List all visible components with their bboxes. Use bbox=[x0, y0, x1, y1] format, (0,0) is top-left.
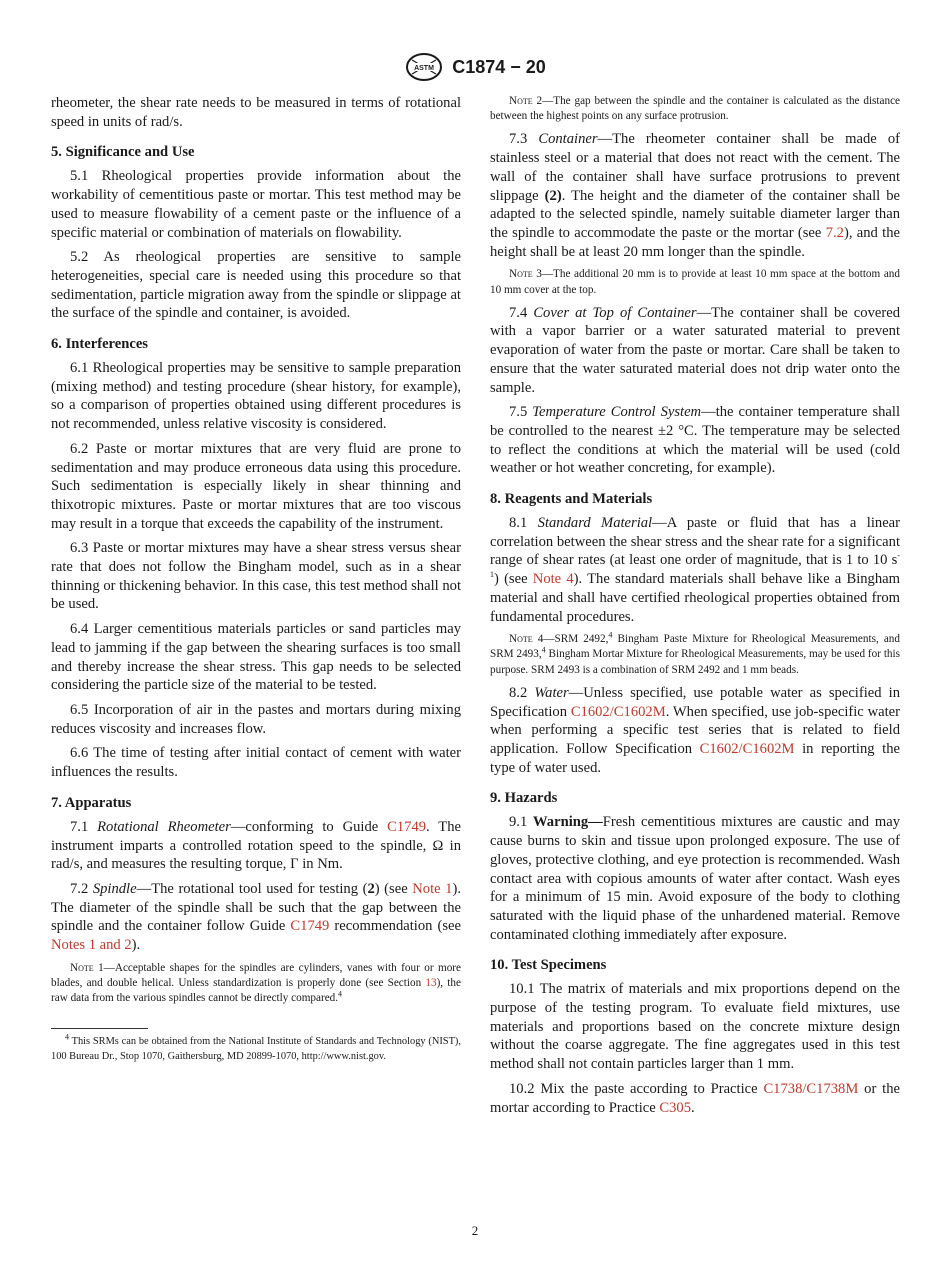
link-c1602[interactable]: C1602/C1602M bbox=[570, 703, 666, 720]
footnote-4: $^4$ This SRMs can be obtained from the National Institute of Standards and Technology (NIST), 100 Bureau Dr., Stop 1070, Gaithersburg, MD 20899-1070, http://www.nist.gov. bbox=[51, 1032, 461, 1062]
svg-text:ASTM: ASTM bbox=[414, 65, 435, 72]
paragraph-7-3: 7.3 Container—The rheometer container shall be made of stainless steel or a material that does not react with the cement. The wall of the container shall have surface protrusions to prevent slippage (2). The height and the diameter of the container shall be adapted to the selected spindle, namely suitable diameter larger than the spindle to accommodate the paste or the mortar (see 7.2), and the height shall be at least 20 mm longer than the spindle. bbox=[490, 131, 901, 260]
paragraph-5-1: 5.1 Rheological properties provide information about the workability of cementitious paste or mortar. This test method may be used to measure flowability of a cement paste or the influence of a specific material or combination of materials on flowability. bbox=[51, 168, 461, 241]
right-column bbox=[490, 94, 900, 1123]
paragraph-5-2: 5.2 As rheological properties are sensitive to sample heterogeneities, special care is needed using this procedure so that sedimentation, particle migration away from the spindle or slippage at the surface of the spindle and container, is avoided. bbox=[51, 249, 461, 322]
paragraph-6-6: 6.6 The time of testing after initial contact of cement with water influences the results. bbox=[51, 745, 461, 781]
left-column bbox=[51, 94, 461, 1064]
paragraph-6-5: 6.5 Incorporation of air in the pastes and mortars during mixing reduces viscosity and increases flow. bbox=[51, 701, 461, 737]
link-notes-1-2[interactable]: Notes 1 and 2 bbox=[51, 937, 132, 954]
section-7-heading: 7. Apparatus bbox=[51, 794, 132, 811]
page-number: 2 bbox=[471, 1223, 479, 1238]
paragraph-9-1: 9.1 Warning—Fresh cementitious mixtures are caustic and may cause burns to skin and tissue upon prolonged exposure. The use of gloves, protective clothing, and eye protection is recommended. Wash contact area with copious amounts of water after contact. Wash eyes for a minimum of 15 min. Avoid exposure of the body to clothing saturated with the liquid phase of the unhardened material. Remove contaminated clothing immediately after exposure. bbox=[490, 814, 900, 943]
paragraph-7-4: 7.4 Cover at Top of Container—The container shall be covered with a vapor barrier or a water saturated material to prevent evaporation of water from the paste or mortar. Care shall be taken to ensure that the water saturated material does not drip water onto the sample. bbox=[490, 304, 900, 396]
link-c1749[interactable]: C1749 bbox=[290, 918, 330, 935]
paragraph-7-5: 7.5 Temperature Control System—the container temperature shall be controlled to the nearest ±2 °C. The temperature may be selected to reflect the conditions at which the material will be used (cold weather or hot weather concreting, for example). bbox=[490, 404, 901, 477]
paragraph-6-2: 6.2 Paste or mortar mixtures that are very fluid are prone to sedimentation and may produce erroneous data using this procedure. Such sedimentation is especially likely in shear thinning and thixotropic mixtures. Paste or mortar mixtures that are too viscous may result in a torque that exceeds the capability of the instrument. bbox=[51, 440, 461, 532]
note-1: Note 1—Acceptable shapes for the spindles are cylinders, vanes with four or more blades, and double helical. Unless standardization is properly done (see Section 13), the raw data from the various spindles cannot be directly compared.$^4$ bbox=[51, 961, 461, 1005]
link-note-1[interactable]: Note 1 bbox=[412, 880, 453, 897]
paragraph-7-2: 7.2 Spindle—The rotational tool used for testing (2) (see Note 1). The diameter of the spindle shall be such that the gap between the spindle and the container follow Guide C1749 recommendation (see Notes 1 and 2). bbox=[51, 880, 462, 954]
reference-2[interactable]: 2 bbox=[367, 880, 375, 897]
document-designation: C1874 − 20 bbox=[452, 56, 546, 77]
section-9-heading: 9. Hazards bbox=[490, 790, 558, 807]
link-c305[interactable]: C305 bbox=[659, 1099, 691, 1116]
paragraph-8-1: 8.1 Standard Material—A paste or fluid that has a linear correlation between the shear stress and the shear rate for a significant range of shear rates (at least one order of magnitude, that is 1 to 10 $s^{-1}$) (see Note 4). The standard materials shall behave like a Bingham material and shall have certified rheological properties obtained from fundamental procedures. bbox=[490, 515, 901, 625]
paragraph-6-1: 6.1 Rheological properties may be sensitive to sample preparation (mixing method) and testing procedure (shear history, for example), so a comparison of properties obtained using different procedures is not recommended, unless relative viscosity is considered. bbox=[51, 360, 461, 433]
link-section-13[interactable]: 13 bbox=[425, 976, 437, 989]
page-header bbox=[0, 52, 950, 82]
section-5-heading: 5. Significance and Use bbox=[51, 144, 195, 161]
link-c1749[interactable]: C1749 bbox=[387, 818, 427, 835]
note-2: Note 2—The gap between the spindle and the container is calculated as the distance between the highest points on any surface protrusion. bbox=[490, 95, 900, 123]
note-4: Note 4—SRM 2492,$^4$ Bingham Paste Mixture for Rheological Measurements, and SRM 2493,$^4$ Bingham Mortar Mixture for Rheological Measurements, may be used for this purpose. SRM 2493 is a combination of SRM 2492 and 1 mm beads. bbox=[490, 630, 900, 676]
paragraph-7-1: 7.1 Rotational Rheometer—conforming to Guide C1749. The instrument imparts a controlled rotation speed to the spindle, Ω in rad/s, and measures the resulting torque, Γ in Nm. bbox=[51, 818, 461, 873]
section-8-heading: 8. Reagents and Materials bbox=[490, 491, 653, 508]
link-c1602[interactable]: C1602/C1602M bbox=[699, 741, 795, 757]
astm-logo-icon bbox=[404, 52, 444, 82]
paragraph-10-1: 10.1 The matrix of materials and mix proportions depend on the purpose of the testing program. To evaluate field mixtures, use materials and proportions based on the concrete mixture design without the coarse aggregate. The fine aggregates used in this test method shall not contain particles larger than 1 mm. bbox=[490, 981, 900, 1073]
section-6-heading: 6. Interferences bbox=[51, 336, 148, 353]
paragraph-10-2: 10.2 Mix the paste according to Practice C1738/C1738M or the mortar according to Practice C305. bbox=[490, 1080, 900, 1116]
link-note-4[interactable]: Note 4 bbox=[532, 571, 574, 588]
section-10-heading: 10. Test Specimens bbox=[490, 957, 607, 974]
footnote-divider bbox=[51, 1028, 148, 1029]
link-c1738[interactable]: C1738/C1738M bbox=[763, 1080, 859, 1097]
reference-2[interactable]: (2) bbox=[544, 187, 562, 204]
note-3: Note 3—The additional 20 mm is to provide at least 10 mm space at the bottom and 10 mm cover at the top. bbox=[490, 268, 900, 296]
paragraph-8-2: 8.2 Water—Unless specified, use potable water as specified in Specification C1602/C1602M. When specified, use job-specific water when performing a specific test series that is related to field application. Follow Specification C1602/C1602M in reporting the type of water used. bbox=[490, 684, 900, 776]
intro-paragraph: rheometer, the shear rate needs to be measured in terms of rotational speed in units of rad/s. bbox=[51, 95, 461, 130]
paragraph-6-4: 6.4 Larger cementitious materials particles or sand particles may lead to jamming if the gap between the shearing surfaces is too small and thereby increase the shear stress. This gap needs to be selected considering the particle size of the material to be tested. bbox=[51, 621, 461, 694]
link-7-2[interactable]: 7.2 bbox=[825, 224, 844, 241]
paragraph-6-3: 6.3 Paste or mortar mixtures may have a shear stress versus shear rate that does not follow the Bingham model, such as in a shear thinning or thickening behavior. In this case, this test method shall not be used. bbox=[51, 540, 461, 613]
